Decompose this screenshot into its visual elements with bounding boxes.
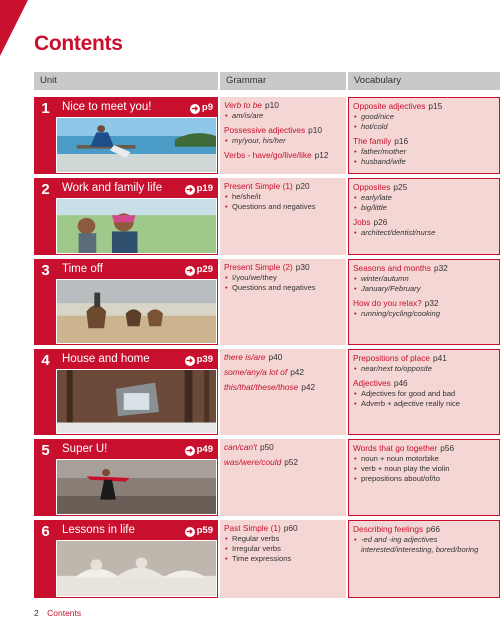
item-heading[interactable]: [353, 524, 495, 535]
item-heading-text: How do you relax?: [353, 298, 422, 308]
bullet-item: [224, 202, 342, 212]
unit-number: 6: [35, 521, 56, 597]
bullet-item: [353, 474, 495, 484]
bullet-item: [353, 464, 495, 474]
unit-title-bar[interactable]: [56, 179, 217, 198]
item-heading-text: Prepositions of place: [353, 353, 431, 363]
arrow-right-icon: ➜: [186, 266, 193, 275]
bullet-text: Regular verbs: [232, 534, 280, 543]
unit-page-link[interactable]: [185, 521, 213, 540]
bullet-item: [353, 193, 495, 203]
unit-page-link[interactable]: [185, 260, 213, 279]
item-heading-text: Words that go together: [353, 443, 438, 453]
content-item: [353, 217, 495, 238]
content-item: [353, 136, 495, 167]
content-item: [224, 262, 342, 293]
content-item: [224, 100, 342, 121]
corner-decoration: [0, 0, 28, 56]
item-page-ref: p40: [268, 352, 283, 362]
item-heading[interactable]: [353, 443, 495, 454]
bullet-item: [353, 389, 495, 399]
unit-number: 4: [35, 350, 56, 434]
bullet-text: my/your, his/her: [232, 136, 286, 145]
unit-card[interactable]: [34, 520, 218, 598]
bullet-item: [224, 283, 342, 293]
bullet-text: husband/wife: [361, 157, 406, 166]
item-page-ref: p56: [440, 443, 455, 453]
item-page-ref: p20: [295, 181, 310, 191]
item-page-ref: p16: [394, 136, 409, 146]
item-heading[interactable]: [353, 378, 495, 389]
bullet-item: [353, 157, 495, 167]
grammar-panel: [220, 97, 346, 174]
content-item: [224, 125, 342, 146]
unit-page-link[interactable]: [185, 179, 213, 198]
column-header-unit: Unit: [34, 72, 218, 90]
item-heading[interactable]: [353, 298, 495, 309]
item-page-ref: p12: [314, 150, 329, 160]
unit-photo: [57, 199, 216, 253]
column-header-vocabulary: Vocabulary: [348, 72, 500, 90]
unit-page-number: p29: [196, 264, 213, 275]
unit-photo: [57, 280, 216, 343]
arrow-right-icon: ➜: [186, 185, 193, 194]
content-item: [353, 182, 495, 213]
grammar-panel: [220, 259, 346, 345]
item-page-ref: p30: [295, 262, 310, 272]
item-heading-text: there is/are: [224, 352, 266, 362]
grammar-panel: [220, 178, 346, 255]
item-heading[interactable]: [224, 457, 342, 468]
item-heading-text: can/can't: [224, 442, 257, 452]
unit-title: Lessons in life: [62, 524, 135, 536]
bullet-text: noun + noun motorbike: [361, 454, 439, 463]
bullet-text: good/nice: [361, 112, 394, 121]
item-page-ref: p32: [424, 298, 439, 308]
item-heading-text: Opposite adjectives: [353, 101, 426, 111]
item-heading-text: Describing feelings: [353, 524, 424, 534]
column-header-grammar: Grammar: [220, 72, 346, 90]
item-page-ref: p42: [290, 367, 305, 377]
unit-number: 1: [35, 98, 56, 173]
item-page-ref: p10: [264, 100, 279, 110]
bullet-item: [224, 554, 342, 564]
bullet-text: prepositions about/of/to: [361, 474, 440, 483]
item-heading[interactable]: [224, 100, 342, 111]
unit-title-bar[interactable]: [56, 260, 217, 279]
unit-row: [34, 259, 500, 345]
unit-card[interactable]: [34, 259, 218, 345]
unit-row: [34, 439, 500, 516]
bullet-text: January/February: [361, 284, 421, 293]
unit-card[interactable]: [34, 178, 218, 255]
bullet-item: [353, 284, 495, 294]
vocabulary-panel: [348, 97, 500, 174]
item-heading-text: Present Simple (1): [224, 181, 293, 191]
item-heading[interactable]: [353, 136, 495, 147]
unit-page-number: p59: [196, 525, 213, 536]
page-title: Contents: [34, 32, 123, 55]
grammar-panel: [220, 520, 346, 598]
item-heading[interactable]: [224, 181, 342, 192]
item-page-ref: p46: [393, 378, 408, 388]
content-item: [353, 263, 495, 294]
bullet-item: [353, 454, 495, 464]
item-heading[interactable]: [353, 353, 495, 364]
content-item: [353, 353, 495, 374]
item-page-ref: p66: [426, 524, 440, 534]
item-page-ref: p41: [433, 353, 447, 363]
unit-row: [34, 97, 500, 174]
footer-label: Contents: [47, 608, 82, 618]
item-heading[interactable]: [224, 150, 342, 161]
unit-page-number: p49: [196, 444, 213, 455]
bullet-text: Questions and negatives: [232, 283, 316, 292]
item-heading-text: Opposites: [353, 182, 391, 192]
unit-title-bar[interactable]: [56, 98, 217, 117]
content-item: [224, 367, 342, 378]
item-heading-text: Present Simple (2): [224, 262, 293, 272]
item-heading[interactable]: [224, 125, 342, 136]
bullet-item: [353, 122, 495, 132]
bullet-item: [224, 534, 342, 544]
bullet-text: running/cycling/cooking: [361, 309, 440, 318]
unit-row: [34, 349, 500, 435]
bullet-text: architect/dentist/nurse: [361, 228, 436, 237]
item-heading[interactable]: [353, 263, 495, 274]
unit-card[interactable]: [34, 349, 218, 435]
bullet-text: Questions and negatives: [232, 202, 316, 211]
item-heading-text: Verb to be: [224, 100, 262, 110]
bullet-text: winter/autumn: [361, 274, 409, 283]
item-page-ref: p60: [283, 523, 298, 533]
item-heading[interactable]: [353, 182, 495, 193]
bullet-text: am/is/are: [232, 111, 264, 120]
item-page-ref: p25: [393, 182, 408, 192]
unit-page-number: p39: [196, 354, 213, 365]
item-page-ref: p50: [259, 442, 274, 452]
item-heading-text: The family: [353, 136, 392, 146]
item-page-ref: p32: [433, 263, 448, 273]
bullet-text: early/late: [361, 193, 392, 202]
content-item: [353, 378, 495, 409]
item-heading-text: Adjectives: [353, 378, 391, 388]
bullet-item: [224, 136, 342, 146]
bullet-item: [353, 399, 495, 409]
bullet-text: Time expressions: [232, 554, 292, 563]
item-heading[interactable]: [353, 101, 495, 112]
arrow-right-icon: ➜: [186, 446, 193, 455]
content-item: [353, 524, 495, 555]
vocabulary-panel: [348, 439, 500, 516]
arrow-right-icon: ➜: [186, 527, 193, 536]
item-heading-text: Verbs - have/go/live/like: [224, 150, 312, 160]
bullet-text: I/you/we/they: [232, 273, 277, 282]
item-heading[interactable]: [224, 523, 342, 534]
item-heading[interactable]: [224, 442, 342, 453]
bullet-item: [353, 364, 495, 374]
bullet-item: [353, 309, 495, 319]
bullet-text: Adverb + adjective really nice: [361, 399, 460, 408]
unit-row: [34, 520, 500, 598]
content-item: [353, 101, 495, 132]
item-heading-text: was/were/could: [224, 457, 282, 467]
unit-title-bar[interactable]: [56, 350, 217, 369]
content-item: [224, 150, 342, 161]
unit-page-link[interactable]: [185, 350, 213, 369]
content-item: [224, 523, 342, 564]
item-heading-text: Jobs: [353, 217, 371, 227]
unit-title-bar[interactable]: [56, 521, 217, 540]
bullet-item: [353, 228, 495, 238]
item-heading[interactable]: [224, 382, 342, 393]
bullet-text: Adjectives for good and bad: [361, 389, 456, 398]
item-page-ref: p10: [308, 125, 323, 135]
item-page-ref: p26: [373, 217, 388, 227]
unit-number: 5: [35, 440, 56, 515]
content-item: [224, 442, 342, 453]
bullet-text: father/mother: [361, 147, 407, 156]
item-heading-text: Seasons and months: [353, 263, 431, 273]
item-page-ref: p42: [301, 382, 316, 392]
unit-title-bar[interactable]: [56, 440, 217, 459]
page-footer: [34, 608, 81, 618]
item-heading-text: this/that/these/those: [224, 382, 299, 392]
grammar-panel: [220, 349, 346, 435]
unit-photo: [57, 370, 216, 433]
arrow-right-icon: ➜: [191, 104, 199, 113]
bullet-item: [224, 192, 342, 202]
unit-number: 2: [35, 179, 56, 254]
grammar-panel: [220, 439, 346, 516]
bullet-item: [224, 111, 342, 121]
bullet-text: -ed and -ing adjectives interested/interesting, bored/boring: [361, 535, 479, 554]
item-heading[interactable]: [353, 217, 495, 228]
unit-photo: [57, 541, 216, 596]
unit-row: [34, 178, 500, 255]
unit-photo: [57, 460, 216, 514]
bullet-item: [353, 535, 495, 555]
item-heading[interactable]: [224, 262, 342, 273]
item-heading-text: Past Simple (1): [224, 523, 281, 533]
unit-title: House and home: [62, 353, 150, 365]
item-page-ref: p15: [428, 101, 443, 111]
item-heading-text: Possessive adjectives: [224, 125, 306, 135]
vocabulary-panel: [348, 520, 500, 598]
unit-title: Super U!: [62, 443, 108, 455]
bullet-text: verb + noun play the violin: [361, 464, 450, 473]
content-item: [224, 352, 342, 363]
content-item: [224, 181, 342, 212]
bullet-text: big/little: [361, 203, 387, 212]
item-heading[interactable]: [224, 352, 342, 363]
unit-page-number: p19: [196, 183, 213, 194]
content-item: [224, 457, 342, 468]
content-item: [353, 298, 495, 319]
unit-card[interactable]: [34, 97, 218, 174]
unit-number: 3: [35, 260, 56, 344]
unit-page-link[interactable]: [185, 440, 213, 459]
vocabulary-panel: [348, 349, 500, 435]
bullet-item: [224, 273, 342, 283]
arrow-right-icon: ➜: [186, 356, 193, 365]
unit-title: Work and family life: [62, 182, 163, 194]
unit-photo: [57, 118, 216, 172]
item-page-ref: p52: [284, 457, 299, 467]
bullet-item: [353, 203, 495, 213]
vocabulary-panel: [348, 259, 500, 345]
bullet-text: near/next to/opposite: [361, 364, 432, 373]
item-heading-text: some/any/a lot of: [224, 367, 288, 377]
bullet-item: [353, 147, 495, 157]
bullet-item: [224, 544, 342, 554]
bullet-item: [353, 274, 495, 284]
bullet-text: hot/cold: [361, 122, 388, 131]
unit-title: Nice to meet you!: [62, 101, 152, 113]
unit-page-link[interactable]: [190, 98, 213, 117]
bullet-text: Irregular verbs: [232, 544, 281, 553]
unit-page-number: p9: [201, 102, 213, 113]
unit-title: Time off: [62, 263, 103, 275]
footer-page-number: 2: [34, 608, 39, 618]
content-item: [353, 443, 495, 484]
unit-card[interactable]: [34, 439, 218, 516]
vocabulary-panel: [348, 178, 500, 255]
bullet-item: [353, 112, 495, 122]
content-item: [224, 382, 342, 393]
bullet-text: he/she/it: [232, 192, 261, 201]
item-heading[interactable]: [224, 367, 342, 378]
